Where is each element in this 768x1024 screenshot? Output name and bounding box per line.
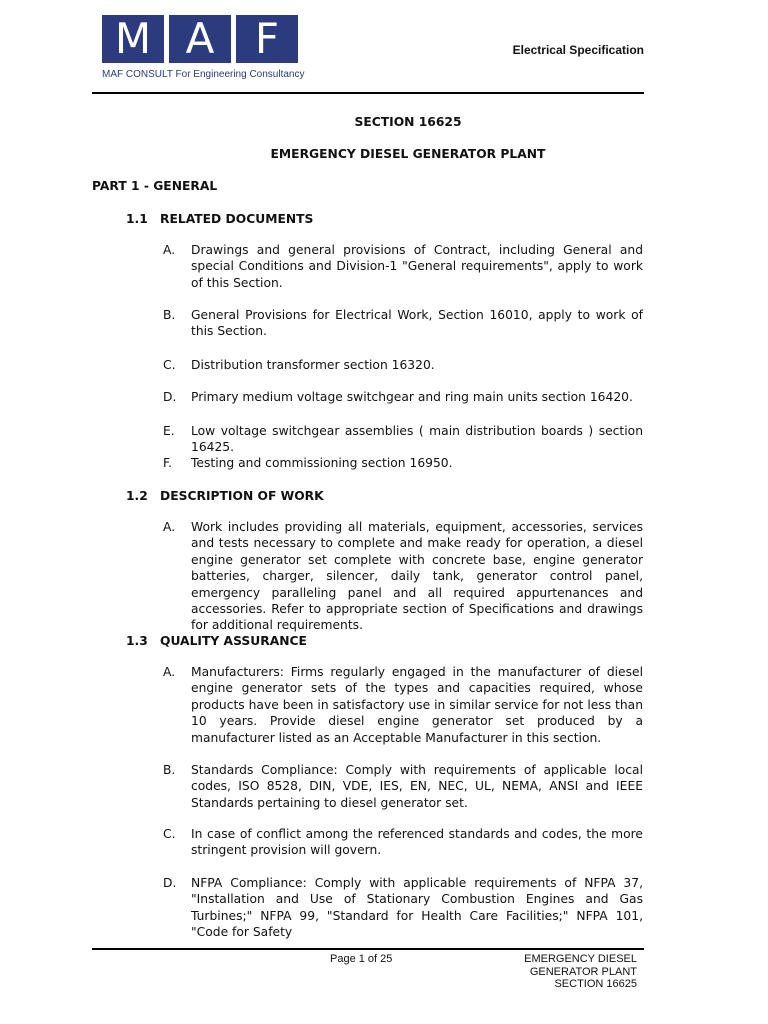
item-letter: B. bbox=[163, 308, 176, 322]
list-item bbox=[163, 357, 643, 373]
list-item bbox=[163, 664, 643, 746]
item-text: Standards Compliance: Comply with requirements of applicable local codes, ISO 8528, DIN, VDE, IES, EN, NEC, UL, NEMA, ANSI and IEEE Standards pertaining to diesel generator set. bbox=[191, 763, 643, 810]
item-text: In case of conflict among the referenced standards and codes, the more stringent provision will govern. bbox=[191, 827, 643, 858]
list-item bbox=[163, 307, 643, 340]
item-text: Low voltage switchgear assemblies ( main distribution boards ) section 16425. bbox=[191, 424, 643, 455]
header-rule bbox=[92, 92, 644, 94]
document-title: Electrical Specification bbox=[512, 43, 644, 57]
footer-rule bbox=[92, 948, 644, 950]
item-letter: C. bbox=[163, 358, 176, 372]
page-number: Page 1 of 25 bbox=[330, 953, 393, 965]
item-text: NFPA Compliance: Comply with applicable requirements of NFPA 37, "Installation and Use of Stationary Combustion Engines and Gas Turbines;" NFPA 99, "Standard for Health Care Facilities;" NFPA 101, "Code for Safety bbox=[191, 876, 643, 940]
list-item bbox=[163, 519, 643, 634]
subsection-number: 1.1 bbox=[126, 212, 148, 226]
item-text: Drawings and general provisions of Contract, including General and special Conditions and Division-1 "General requirements", apply to work of this Section. bbox=[191, 243, 643, 290]
list-item bbox=[163, 826, 643, 859]
logo-letter-f: F bbox=[236, 15, 298, 63]
list-item bbox=[163, 389, 643, 405]
item-letter: A. bbox=[163, 665, 176, 679]
logo-tagline: MAF CONSULT For Engineering Consultancy bbox=[102, 69, 305, 80]
item-text: Distribution transformer section 16320. bbox=[191, 358, 435, 372]
maf-logo bbox=[102, 14, 305, 80]
footer-line: GENERATOR PLANT bbox=[529, 965, 637, 978]
list-item bbox=[163, 455, 643, 471]
subsection-heading bbox=[126, 211, 313, 227]
item-letter: C. bbox=[163, 827, 176, 841]
footer-line: EMERGENCY DIESEL bbox=[524, 953, 637, 965]
item-text: Primary medium voltage switchgear and ring main units section 16420. bbox=[191, 390, 633, 404]
footer-section-label bbox=[524, 953, 637, 991]
item-text: Manufacturers: Firms regularly engaged in the manufacturer of diesel engine generator sets of the types and capacities required, whose products have been in satisfactory use in similar service for not less than 10 years. Provide diesel engine generator set produced by a manufacturer listed as an Acceptable Manufacturer in this section. bbox=[191, 665, 643, 745]
logo-letter-m: M bbox=[102, 15, 164, 63]
subsection-heading bbox=[126, 633, 307, 649]
section-number: SECTION 16625 bbox=[354, 115, 462, 129]
logo-letter-a: A bbox=[169, 15, 231, 63]
subsection-heading bbox=[126, 488, 324, 504]
section-title: EMERGENCY DIESEL GENERATOR PLANT bbox=[270, 147, 546, 161]
item-letter: F. bbox=[163, 456, 173, 470]
item-letter: E. bbox=[163, 424, 175, 438]
item-text: Testing and commissioning section 16950. bbox=[191, 456, 453, 470]
item-letter: B. bbox=[163, 763, 176, 777]
item-text: Work includes providing all materials, equipment, accessories, services and tests necessary to complete and make ready for operation, a diesel engine generator set complete with concrete base, engine generator batteries, charger, silencer, daily tank, generator control panel, emergency paralleling panel and all required appurtenances and accessories. Refer to appropriate section of Specifications and drawings for additional requirements. bbox=[191, 520, 643, 633]
subsection-title: RELATED DOCUMENTS bbox=[160, 212, 314, 226]
item-text: General Provisions for Electrical Work, Section 16010, apply to work of this Section. bbox=[191, 308, 643, 339]
list-item bbox=[163, 875, 643, 941]
item-letter: A. bbox=[163, 243, 176, 257]
subsection-title: QUALITY ASSURANCE bbox=[160, 634, 307, 648]
item-letter: A. bbox=[163, 520, 176, 534]
part-heading: PART 1 - GENERAL bbox=[92, 179, 218, 193]
item-letter: D. bbox=[163, 390, 177, 404]
footer-line: SECTION 16625 bbox=[554, 978, 637, 990]
list-item bbox=[163, 423, 643, 456]
list-item bbox=[163, 242, 643, 291]
list-item bbox=[163, 762, 643, 811]
subsection-number: 1.3 bbox=[126, 634, 148, 648]
item-letter: D. bbox=[163, 876, 177, 890]
subsection-number: 1.2 bbox=[126, 489, 148, 503]
subsection-title: DESCRIPTION OF WORK bbox=[160, 489, 324, 503]
